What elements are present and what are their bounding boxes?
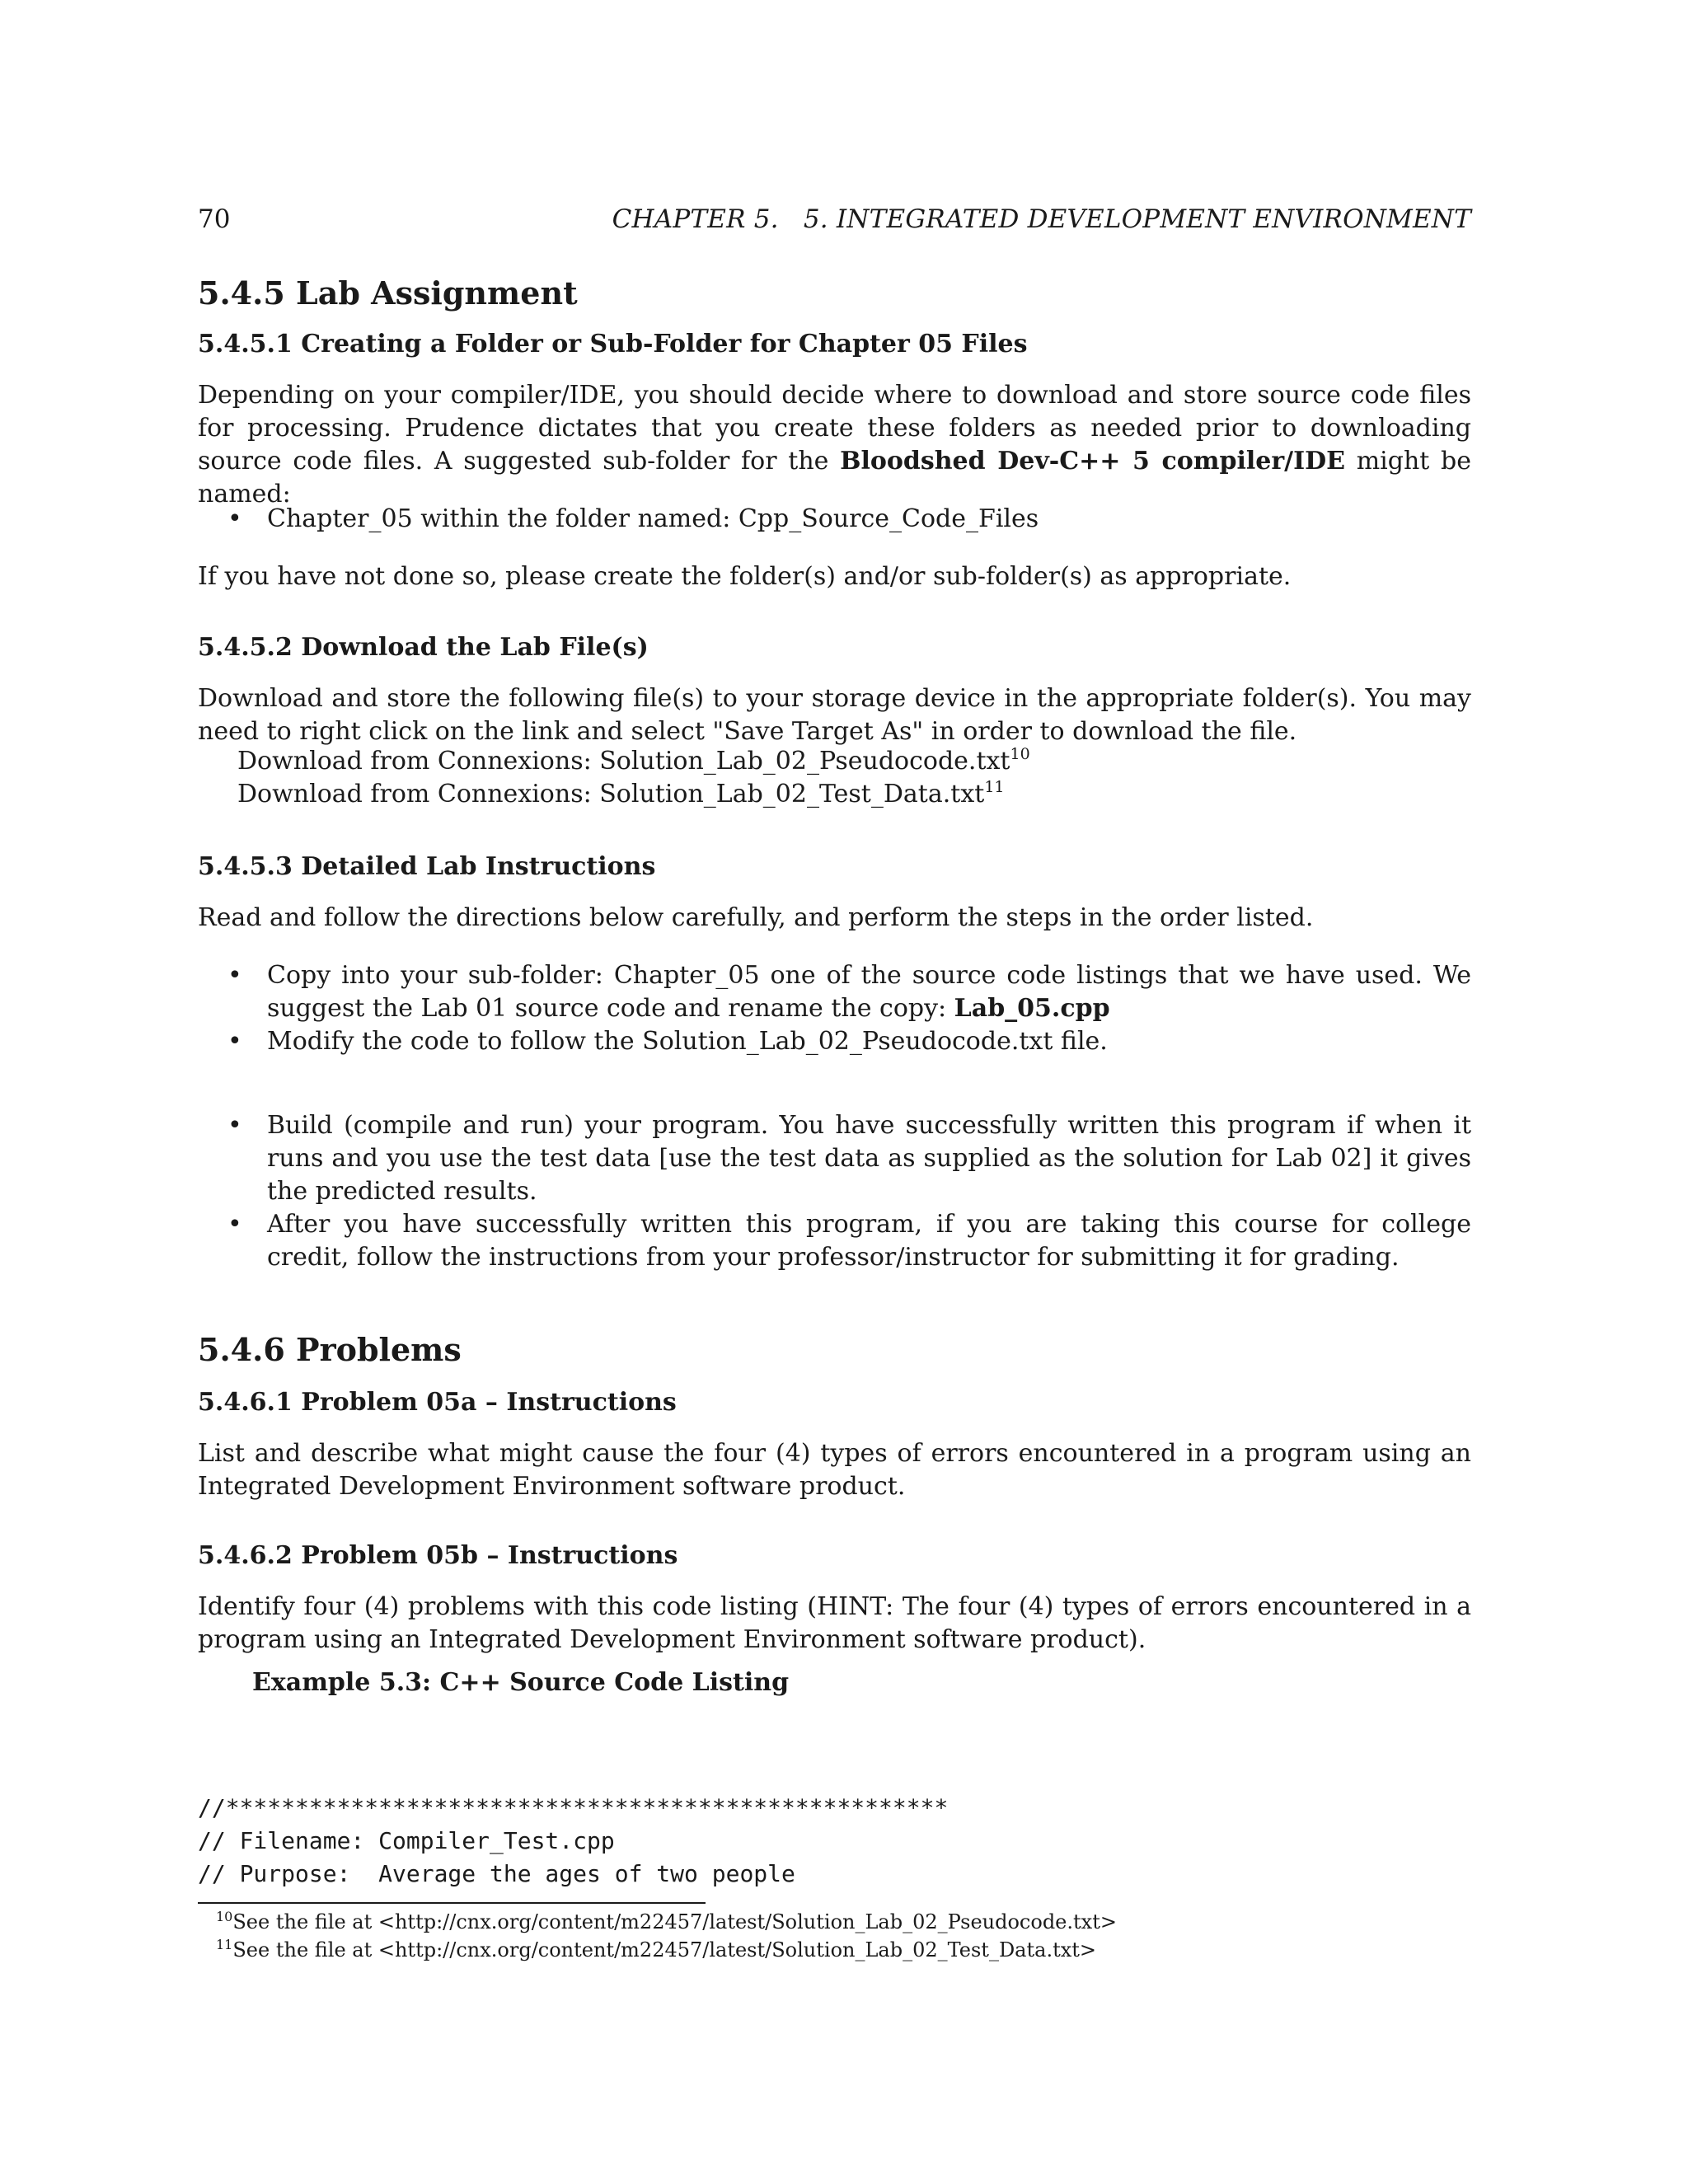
list-item-text: Modify the code to follow the Solution_Lab_02_Pseudocode.txt file. — [267, 1027, 1108, 1056]
running-head: CHAPTER 5. 5. INTEGRATED DEVELOPMENT ENVIRONMENT — [612, 204, 1471, 234]
section-title-problems: 5.4.6 Problems — [198, 1331, 462, 1368]
paragraph-read-directions: Read and follow the directions below carefully, and perform the steps in the order listed. — [198, 903, 1314, 932]
footnote-divider — [198, 1902, 706, 1904]
bullet-icon: • — [227, 1111, 242, 1140]
paragraph-create-folders: If you have not done so, please create the folder(s) and/or sub-folder(s) as appropriate. — [198, 562, 1292, 591]
list-item — [227, 503, 1471, 536]
footnote-11 — [216, 1938, 1096, 1961]
list-item — [227, 1025, 1471, 1058]
footnote-mark: 11 — [216, 1937, 233, 1952]
download-link-test-data[interactable] — [237, 780, 1005, 808]
bullet-icon: • — [227, 1027, 242, 1056]
instruction-bullet-list-2 — [227, 1109, 1471, 1274]
filename-lab-05: Lab_05.cpp — [954, 994, 1110, 1023]
page-header — [198, 204, 1471, 244]
list-item — [227, 959, 1471, 1025]
bullet-icon: • — [227, 504, 242, 533]
list-item — [227, 1208, 1471, 1274]
instruction-bullet-list-1 — [227, 959, 1471, 1058]
subsection-title-download: 5.4.5.2 Download the Lab File(s) — [198, 633, 649, 662]
paragraph-problem-05a: List and describe what might cause the four (4) types of errors encountered in a program using an Integrated Development Environment software product. — [198, 1439, 1471, 1501]
folder-bullet-list — [227, 503, 1471, 536]
subsection-title-problem-05a: 5.4.6.1 Problem 05a – Instructions — [198, 1388, 677, 1417]
list-item-text: Build (compile and run) your program. You have successfully written this program if when it runs and you use the test data [use the test data as supplied as the solution for Lab 02] it gives the predicted results. — [267, 1111, 1471, 1206]
paragraph-text: Depending on your compiler/IDE, you should decide where to download and store source code files for processing. Prudence dictates that you create these folders as needed prior to downloading source code files. A suggested sub-folder for the — [198, 381, 1471, 476]
paragraph-problem-05b: Identify four (4) problems with this code listing (HINT: The four (4) types of errors encountered in a program using an Integrated Development Environment software product). — [198, 1592, 1471, 1654]
list-item-text: After you have successfully written this program, if you are taking this course for college credit, follow the instructions from your professor/instructor for submitting it for grading. — [267, 1210, 1471, 1272]
download-link-text: Download from Connexions: Solution_Lab_02_Test_Data.txt — [237, 780, 985, 808]
paragraph-text: might be named: — [198, 447, 1471, 509]
footnote-text[interactable]: See the file at <http://cnx.org/content/m22457/latest/Solution_Lab_02_Pseudocode.txt> — [232, 1910, 1117, 1933]
footnote-ref: 10 — [1010, 745, 1030, 763]
section-title-lab-assignment: 5.4.5 Lab Assignment — [198, 274, 578, 312]
bullet-icon: • — [227, 961, 242, 990]
footnote-10 — [216, 1910, 1117, 1933]
list-item — [227, 1109, 1471, 1208]
code-line: // Filename: Compiler_Test.cpp — [198, 1827, 615, 1854]
footnote-mark: 10 — [216, 1909, 233, 1924]
list-item-text: Chapter_05 within the folder named: Cpp_Source_Code_Files — [267, 504, 1039, 533]
subsection-title-problem-05b: 5.4.6.2 Problem 05b – Instructions — [198, 1541, 678, 1570]
code-line: //**************************************************** — [198, 1794, 949, 1821]
paragraph-creating-folder — [198, 379, 1471, 511]
list-item-text: Copy into your sub-folder: Chapter_05 one of the source code listings that we have used. We suggest the Lab 01 source code and rename the copy: — [267, 961, 1471, 1023]
download-link-pseudocode[interactable] — [237, 747, 1030, 776]
bullet-icon: • — [227, 1210, 242, 1239]
example-title: Example 5.3: C++ Source Code Listing — [252, 1668, 790, 1697]
footnote-text[interactable]: See the file at <http://cnx.org/content/m22457/latest/Solution_Lab_02_Test_Data.txt> — [232, 1938, 1097, 1961]
footnote-ref: 11 — [984, 778, 1005, 796]
page-number: 70 — [198, 204, 231, 234]
paragraph-download: Download and store the following file(s) to your storage device in the appropriate folder(s). You may need to right click on the link and select "Save Target As" in order to download the file. — [198, 684, 1471, 746]
compiler-name: Bloodshed Dev-C++ 5 compiler/IDE — [840, 447, 1346, 476]
subsection-title-detailed-instructions: 5.4.5.3 Detailed Lab Instructions — [198, 852, 656, 881]
subsection-title-creating-folder: 5.4.5.1 Creating a Folder or Sub-Folder for Chapter 05 Files — [198, 330, 1028, 359]
code-line: // Purpose: Average the ages of two people — [198, 1860, 795, 1887]
download-link-text: Download from Connexions: Solution_Lab_02_Pseudocode.txt — [237, 747, 1010, 776]
